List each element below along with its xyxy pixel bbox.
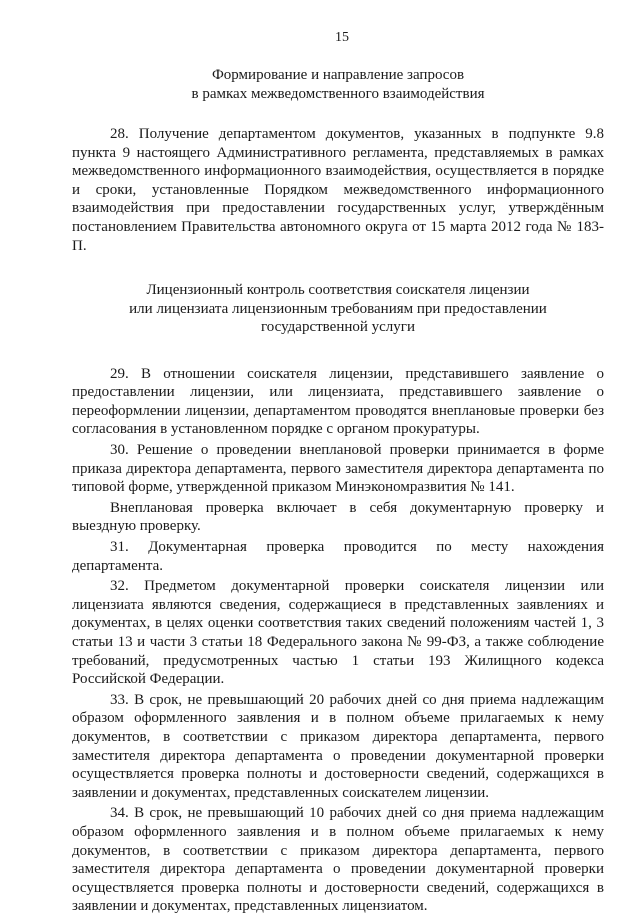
paragraph-34: 34. В срок, не превышающий 10 рабочих дней со дня приема надлежащим образом оформленного заявления и в полном объеме прилагаемых к нему документов, в соответствии с приказом директора департамента, первого заместителя директора департамента о проведении документарной проверки осуществляется проверка полноты и достоверности сведений, содержащихся в заявлении и документах, представленных лицензиатом. bbox=[72, 805, 604, 915]
paragraph-32: 32. Предметом документарной проверки соискателя лицензии или лицензиата являются сведения, содержащиеся в представленных заявлениях и документах, в целях оценки соответствия таких сведений положениям частей 1, 3 статьи 13 и части 3 статьи 18 Федерального закона № 99-ФЗ, а также соблюдение требований, предусмотренных частью 1 статьи 193 Жилищного кодекса Российской Федерации. bbox=[72, 578, 604, 688]
document-page bbox=[72, 30, 604, 916]
heading-line: в рамках межведомственного взаимодействия bbox=[191, 85, 485, 102]
paragraph-unplanned-inspection: Внеплановая проверка включает в себя документарную проверку и выездную проверку. bbox=[72, 499, 604, 535]
section-heading-license-control bbox=[72, 281, 604, 337]
heading-line: Лицензионный контроль соответствия соискателя лицензии bbox=[146, 282, 530, 299]
heading-line: Формирование и направление запросов bbox=[211, 67, 465, 83]
paragraph-31: 31. Документарная проверка проводится по месту нахождения департамента. bbox=[72, 539, 604, 574]
paragraph-29: 29. В отношении соискателя лицензии, представившего заявление о предоставлении лицензии, или лицензиата, представившего заявление о переоформлении лицензии, департаментом проводятся внеплановые проверки без согласования в установленном порядке с органом прокуратуры. bbox=[72, 365, 604, 438]
page-number: 15 bbox=[335, 30, 349, 45]
section-heading-interagency-requests bbox=[72, 66, 604, 103]
paragraph-28: 28. Получение департаментом документов, указанных в подпункте 9.8 пункта 9 настоящего Административного регламента, представляемых в рамках межведомственного информационного взаимодействия, осуществляется в порядке и сроки, установленные Порядком межведомственного информационного взаимодействия при предоставлении государственных услуг, утверждённым постановлением Правительства автономного округа от 15 марта 2012 года № 183-П. bbox=[72, 126, 604, 254]
heading-line: государственной услуги bbox=[261, 319, 415, 336]
paragraph-30: 30. Решение о проведении внеплановой проверки принимается в форме приказа директора департамента, первого заместителя директора департамента по типовой форме, утвержденной приказом Минэкономразвития № 141. bbox=[72, 442, 604, 496]
heading-line: или лицензиата лицензионным требованиям при предоставлении bbox=[129, 300, 547, 317]
paragraph-33: 33. В срок, не превышающий 20 рабочих дней со дня приема надлежащим образом оформленного заявления и в полном объеме прилагаемых к нему документов, в соответствии с приказом директора департамента, первого заместителя директора департамента о проведении документарной проверки осуществляется проверка полноты и достоверности сведений, содержащихся в заявлении и документах, представленных соискателем лицензии. bbox=[72, 691, 604, 801]
